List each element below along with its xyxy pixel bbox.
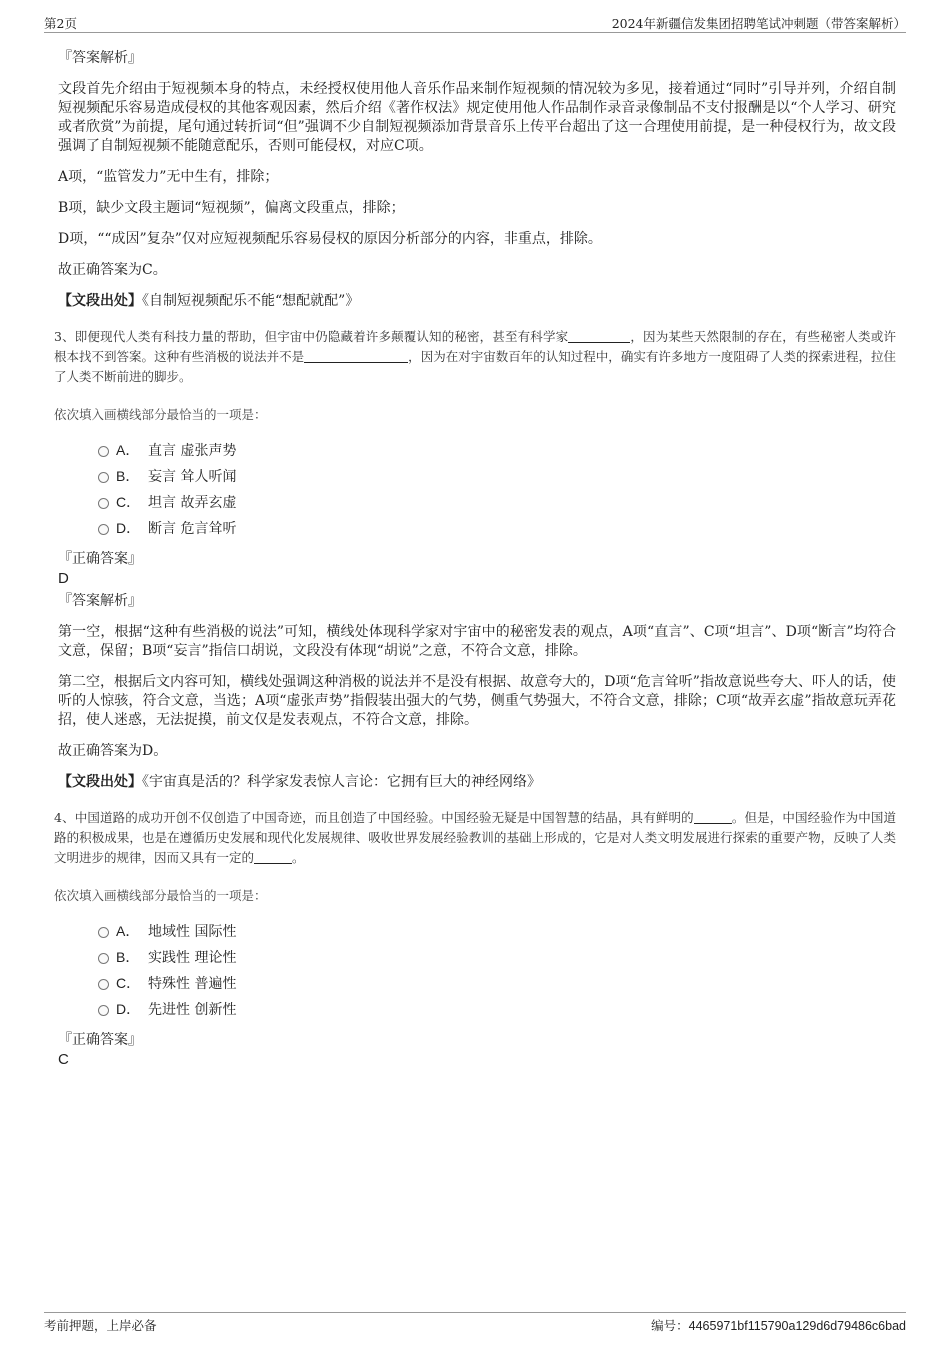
option-c[interactable] xyxy=(98,970,896,996)
option-text: 先进性 创新性 xyxy=(148,1002,237,1018)
correct-answer: D xyxy=(58,570,69,587)
question-text: 。 xyxy=(292,850,305,865)
source-label: 【文段出处】 xyxy=(58,293,142,309)
option-d[interactable] xyxy=(98,996,896,1022)
source-title: 《宇宙真是活的？科学家发表惊人言论：它拥有巨大的神经网络》 xyxy=(142,774,541,790)
option-a[interactable] xyxy=(98,918,896,944)
option-text: 地域性 国际性 xyxy=(148,924,237,940)
fill-blank xyxy=(694,810,732,824)
option-list xyxy=(98,437,896,541)
correct-answer: C xyxy=(58,1051,69,1068)
option-d[interactable] xyxy=(98,515,896,541)
radio-icon[interactable] xyxy=(98,446,109,457)
option-c[interactable] xyxy=(98,489,896,515)
analysis-paragraph: A项，“监管发力”无中生有，排除； xyxy=(58,169,279,185)
option-text: 实践性 理论性 xyxy=(148,950,237,966)
question-text: 3、即便现代人类有科技力量的帮助，但宇宙中仍隐藏着许多颠覆认知的秘密，甚至有科学家 xyxy=(54,329,569,344)
option-list xyxy=(98,918,896,1022)
document-title: 2024年新疆信发集团招聘笔试冲刺题（带答案解析） xyxy=(611,16,906,31)
source-label: 【文段出处】 xyxy=(58,774,142,790)
radio-icon[interactable] xyxy=(98,524,109,535)
document-code xyxy=(651,1316,906,1334)
source-citation xyxy=(58,773,896,792)
question-text: 。但是，中国经验作为中国道路的积极成果，也是在遵循历史发展和现代化发展规律、吸收世界发展经验教训的基础上形成的，它是对人类文明发展进行探索的重要产物，反映了人类文明进步的规律，因而又具有一定的 xyxy=(54,810,896,865)
question-text: ，因为在对宇宙数百年的认知过程中，确实有许多地方一度阻碍了人类的探索进程，拉住了人类不断前进的脚步。 xyxy=(54,349,896,384)
code-label: 编号： xyxy=(651,1318,689,1333)
question-text: 4、中国道路的成功开创不仅创造了中国奇迹，而且创造了中国经验。中国经验无疑是中国智慧的结晶，具有鲜明的 xyxy=(54,810,694,825)
source-title: 《自制短视频配乐不能“想配就配”》 xyxy=(142,293,360,309)
radio-icon[interactable] xyxy=(98,1005,109,1016)
fill-blank xyxy=(254,850,292,864)
question-prompt: 依次填入画横线部分最恰当的一项是： xyxy=(54,407,267,422)
question-3-text xyxy=(54,327,896,387)
option-text: 断言 危言耸听 xyxy=(148,521,237,537)
radio-icon[interactable] xyxy=(98,953,109,964)
answer-conclusion: 故正确答案为D。 xyxy=(58,743,168,759)
radio-icon[interactable] xyxy=(98,472,109,483)
question-text: ，因为某些天然限制的存在，有些秘密人类或许根本找不到答案。这种有些消极的说法并不是 xyxy=(54,329,896,364)
analysis-paragraph: B项，缺少文段主题词“短视频”，偏离文段重点，排除； xyxy=(58,200,405,216)
radio-icon[interactable] xyxy=(98,979,109,990)
option-text: 坦言 故弄玄虚 xyxy=(148,495,237,511)
analysis-paragraph: 文段首先介绍由于短视频本身的特点，未经授权使用他人音乐作品来制作短视频的情况较为多见，接着通过“同时”引导并列，介绍自制短视频配乐容易造成侵权的其他客观因素，然后介绍《著作权法》规定使用他人作品制作录音录像制品不支付报酬是以“个人学习、研究或者欣赏”为前提，尾句通过转折词“但”强调不少自制短视频添加背景音乐上传平台超出了这一合理使用前提，是一种侵权行为，故文段强调了自制短视频不能随意配乐，否则可能侵权，对应C项。 xyxy=(58,81,896,154)
source-citation xyxy=(58,292,896,311)
option-a[interactable] xyxy=(98,437,896,463)
option-text: 妄言 耸人听闻 xyxy=(148,469,237,485)
option-b[interactable] xyxy=(98,463,896,489)
option-label: B． xyxy=(116,949,140,965)
radio-icon[interactable] xyxy=(98,498,109,509)
option-label: D． xyxy=(116,520,141,536)
option-label: A． xyxy=(116,923,140,939)
analysis-paragraph: 第二空，根据后文内容可知，横线处强调这种消极的说法并不是没有根据、故意夸大的，D项“危言耸听”指故意说些夸大、吓人的话，使听的人惊骇，符合文意，当选；A项“虚张声势”指假装出强大的气势，侧重气势强大，不符合文意，排除；C项“故弄玄虚”指故意玩弄花招，使人迷惑，无法捉摸，前文仅是发表观点，不符合文意，排除。 xyxy=(58,674,896,728)
question-prompt: 依次填入画横线部分最恰当的一项是： xyxy=(54,888,267,903)
fill-blank xyxy=(568,329,630,343)
analysis-label: 『答案解析』 xyxy=(58,593,142,609)
footer-slogan: 考前押题，上岸必备 xyxy=(44,1318,157,1333)
option-label: D． xyxy=(116,1001,141,1017)
analysis-paragraph: D项，““成因”复杂”仅对应短视频配乐容易侵权的原因分析部分的内容，非重点，排除。 xyxy=(58,231,602,247)
page-header xyxy=(44,14,906,33)
answer-conclusion: 故正确答案为C。 xyxy=(58,262,167,278)
analysis-paragraph: 第一空，根据“这种有些消极的说法”可知，横线处体现科学家对宇宙中的秘密发表的观点，A项“直言”、C项“坦言”、D项“断言”均符合文意，保留；B项“妄言”指信口胡说，文段没有体现“胡说”之意，不符合文意，排除。 xyxy=(58,624,896,659)
option-text: 直言 虚张声势 xyxy=(148,443,237,459)
radio-icon[interactable] xyxy=(98,927,109,938)
correct-answer-label: 『正确答案』 xyxy=(58,551,142,567)
page-content xyxy=(54,40,896,1070)
option-label: B． xyxy=(116,468,140,484)
option-label: C． xyxy=(116,975,141,991)
option-label: A． xyxy=(116,442,140,458)
fill-blank xyxy=(304,349,408,363)
correct-answer-label: 『正确答案』 xyxy=(58,1032,142,1048)
option-text: 特殊性 普遍性 xyxy=(148,976,237,992)
page-number: 第2页 xyxy=(44,16,77,31)
option-label: C． xyxy=(116,494,141,510)
page-footer xyxy=(44,1312,906,1333)
analysis-label: 『答案解析』 xyxy=(58,50,142,66)
question-4-text xyxy=(54,808,896,868)
code-value: 4465971bf115790a129d6d79486c6bad xyxy=(688,1319,906,1333)
option-b[interactable] xyxy=(98,944,896,970)
